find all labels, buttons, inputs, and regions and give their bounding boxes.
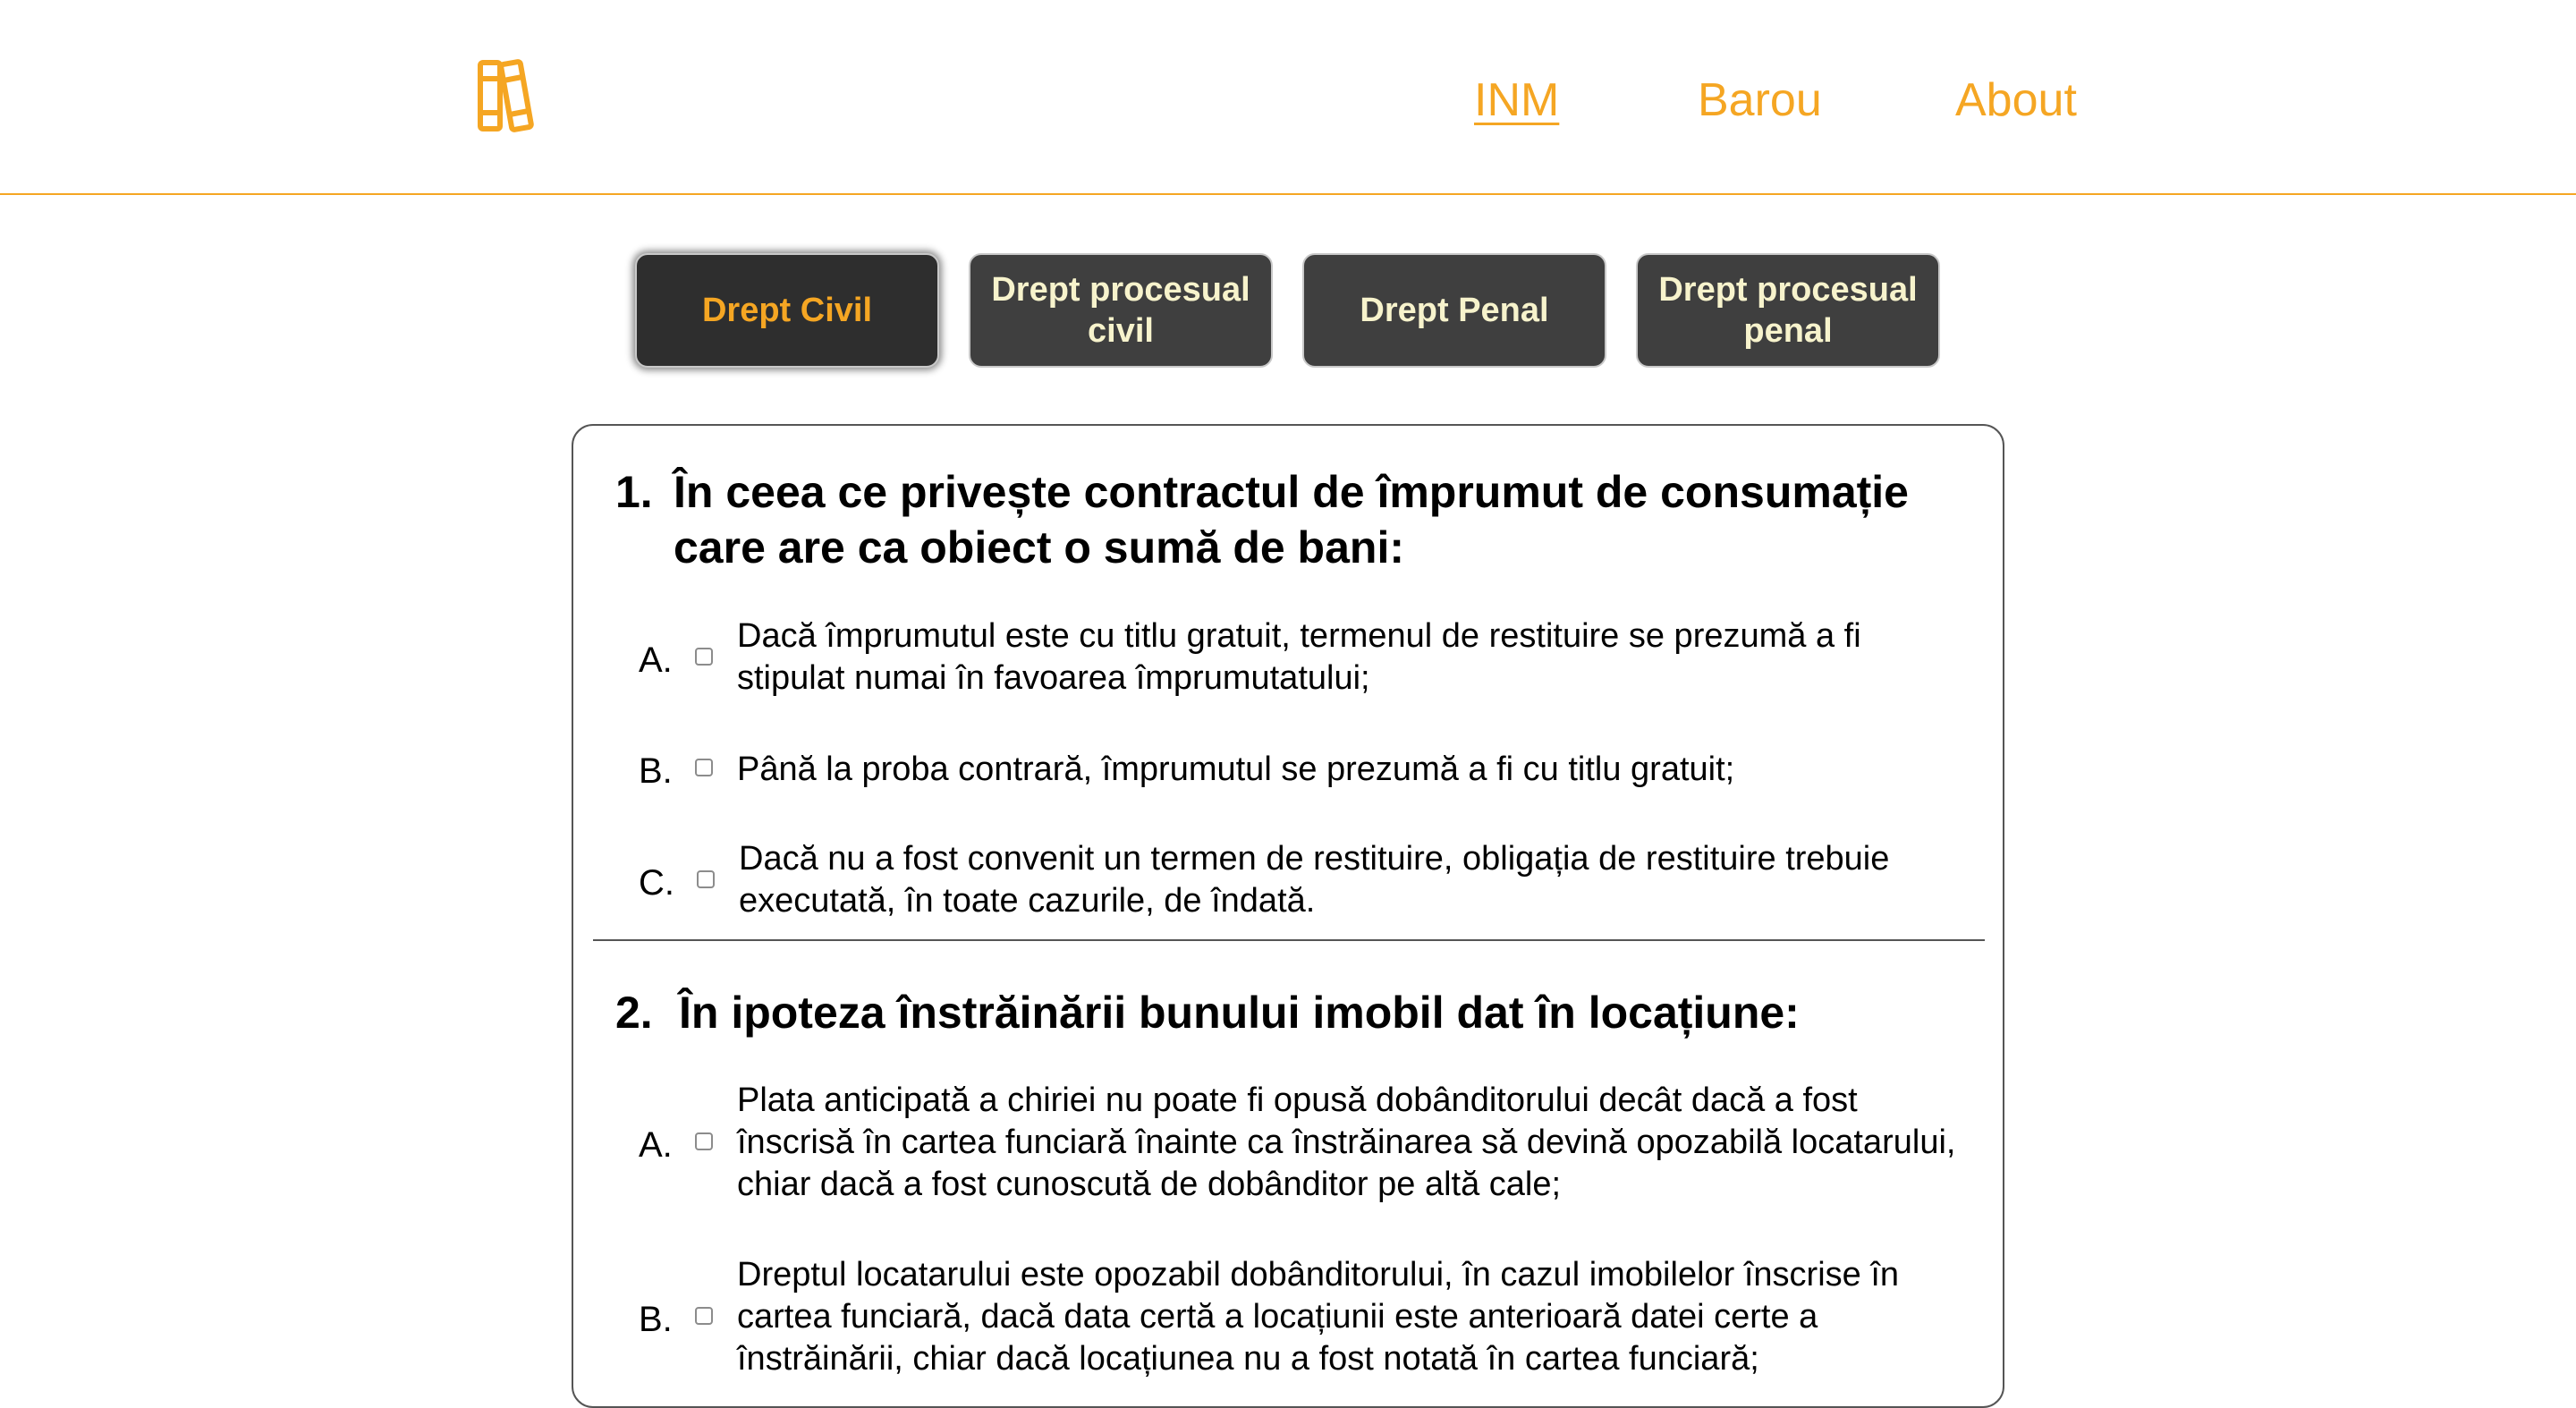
question-title: În ceea ce privește contractul de împrumut de consumație care are ca obiect o sumă de bani: [674, 467, 1909, 573]
question-divider [593, 939, 1985, 941]
nav-link-barou[interactable]: Barou [1698, 74, 1822, 126]
tab-drept-penal[interactable]: Drept Penal [1302, 253, 1606, 368]
option-text: Dacă împrumutul este cu titlu gratuit, termenul de restituire se prezumă a fi stipulat numai în favoarea împrumutatului; [737, 617, 1861, 697]
option-checkbox[interactable] [695, 1307, 713, 1325]
tab-drept-procesual-penal[interactable]: Drept procesual penal [1636, 253, 1940, 368]
option-text: Până la proba contrară, împrumutul se prezumă a fi cu titlu gratuit; [737, 751, 1735, 788]
option-letter: A. [639, 640, 673, 680]
option-letter: C. [639, 863, 674, 903]
tab-drept-procesual-civil[interactable]: Drept procesual civil [969, 253, 1273, 368]
top-navbar [0, 0, 2576, 195]
nav-link-inm[interactable]: INM [1474, 74, 1560, 126]
option-letter: B. [639, 1300, 673, 1339]
quiz-card [572, 424, 2004, 1408]
question-title: În ipoteza înstrăinării bunului imobil dat în locațiune: [679, 988, 1800, 1038]
question-number: 1. [615, 467, 653, 517]
option-checkbox[interactable] [695, 1132, 713, 1150]
tab-drept-civil[interactable]: Drept Civil [635, 253, 939, 368]
option-letter: A. [639, 1125, 673, 1165]
option-letter: B. [639, 751, 673, 791]
option-checkbox[interactable] [695, 648, 713, 666]
option-text: Plata anticipată a chiriei nu poate fi opusă dobânditorului decât dacă a fost înscrisă în cartea funciară înainte ca înstrăinarea să devină opozabilă locatarului, chiar dacă a fost cunoscută de dobânditor pe altă cale; [737, 1081, 1956, 1203]
option-text: Dreptul locatarului este opozabil dobânditorului, în cazul imobilelor înscrise în cartea funciară, dacă data certă a locațiunii este anterioară datei certe a înstrăinării, chiar dacă locațiunea nu a fost notată în cartea funciară; [737, 1256, 1900, 1378]
option-checkbox[interactable] [695, 759, 713, 776]
option-checkbox[interactable] [697, 870, 715, 888]
nav-link-about[interactable]: About [1955, 74, 2077, 126]
question-number: 2. [615, 988, 653, 1038]
option-text: Dacă nu a fost convenit un termen de restituire, obligația de restituire trebuie executată, în toate cazurile, de îndată. [739, 840, 1890, 920]
books-icon[interactable] [476, 57, 551, 134]
